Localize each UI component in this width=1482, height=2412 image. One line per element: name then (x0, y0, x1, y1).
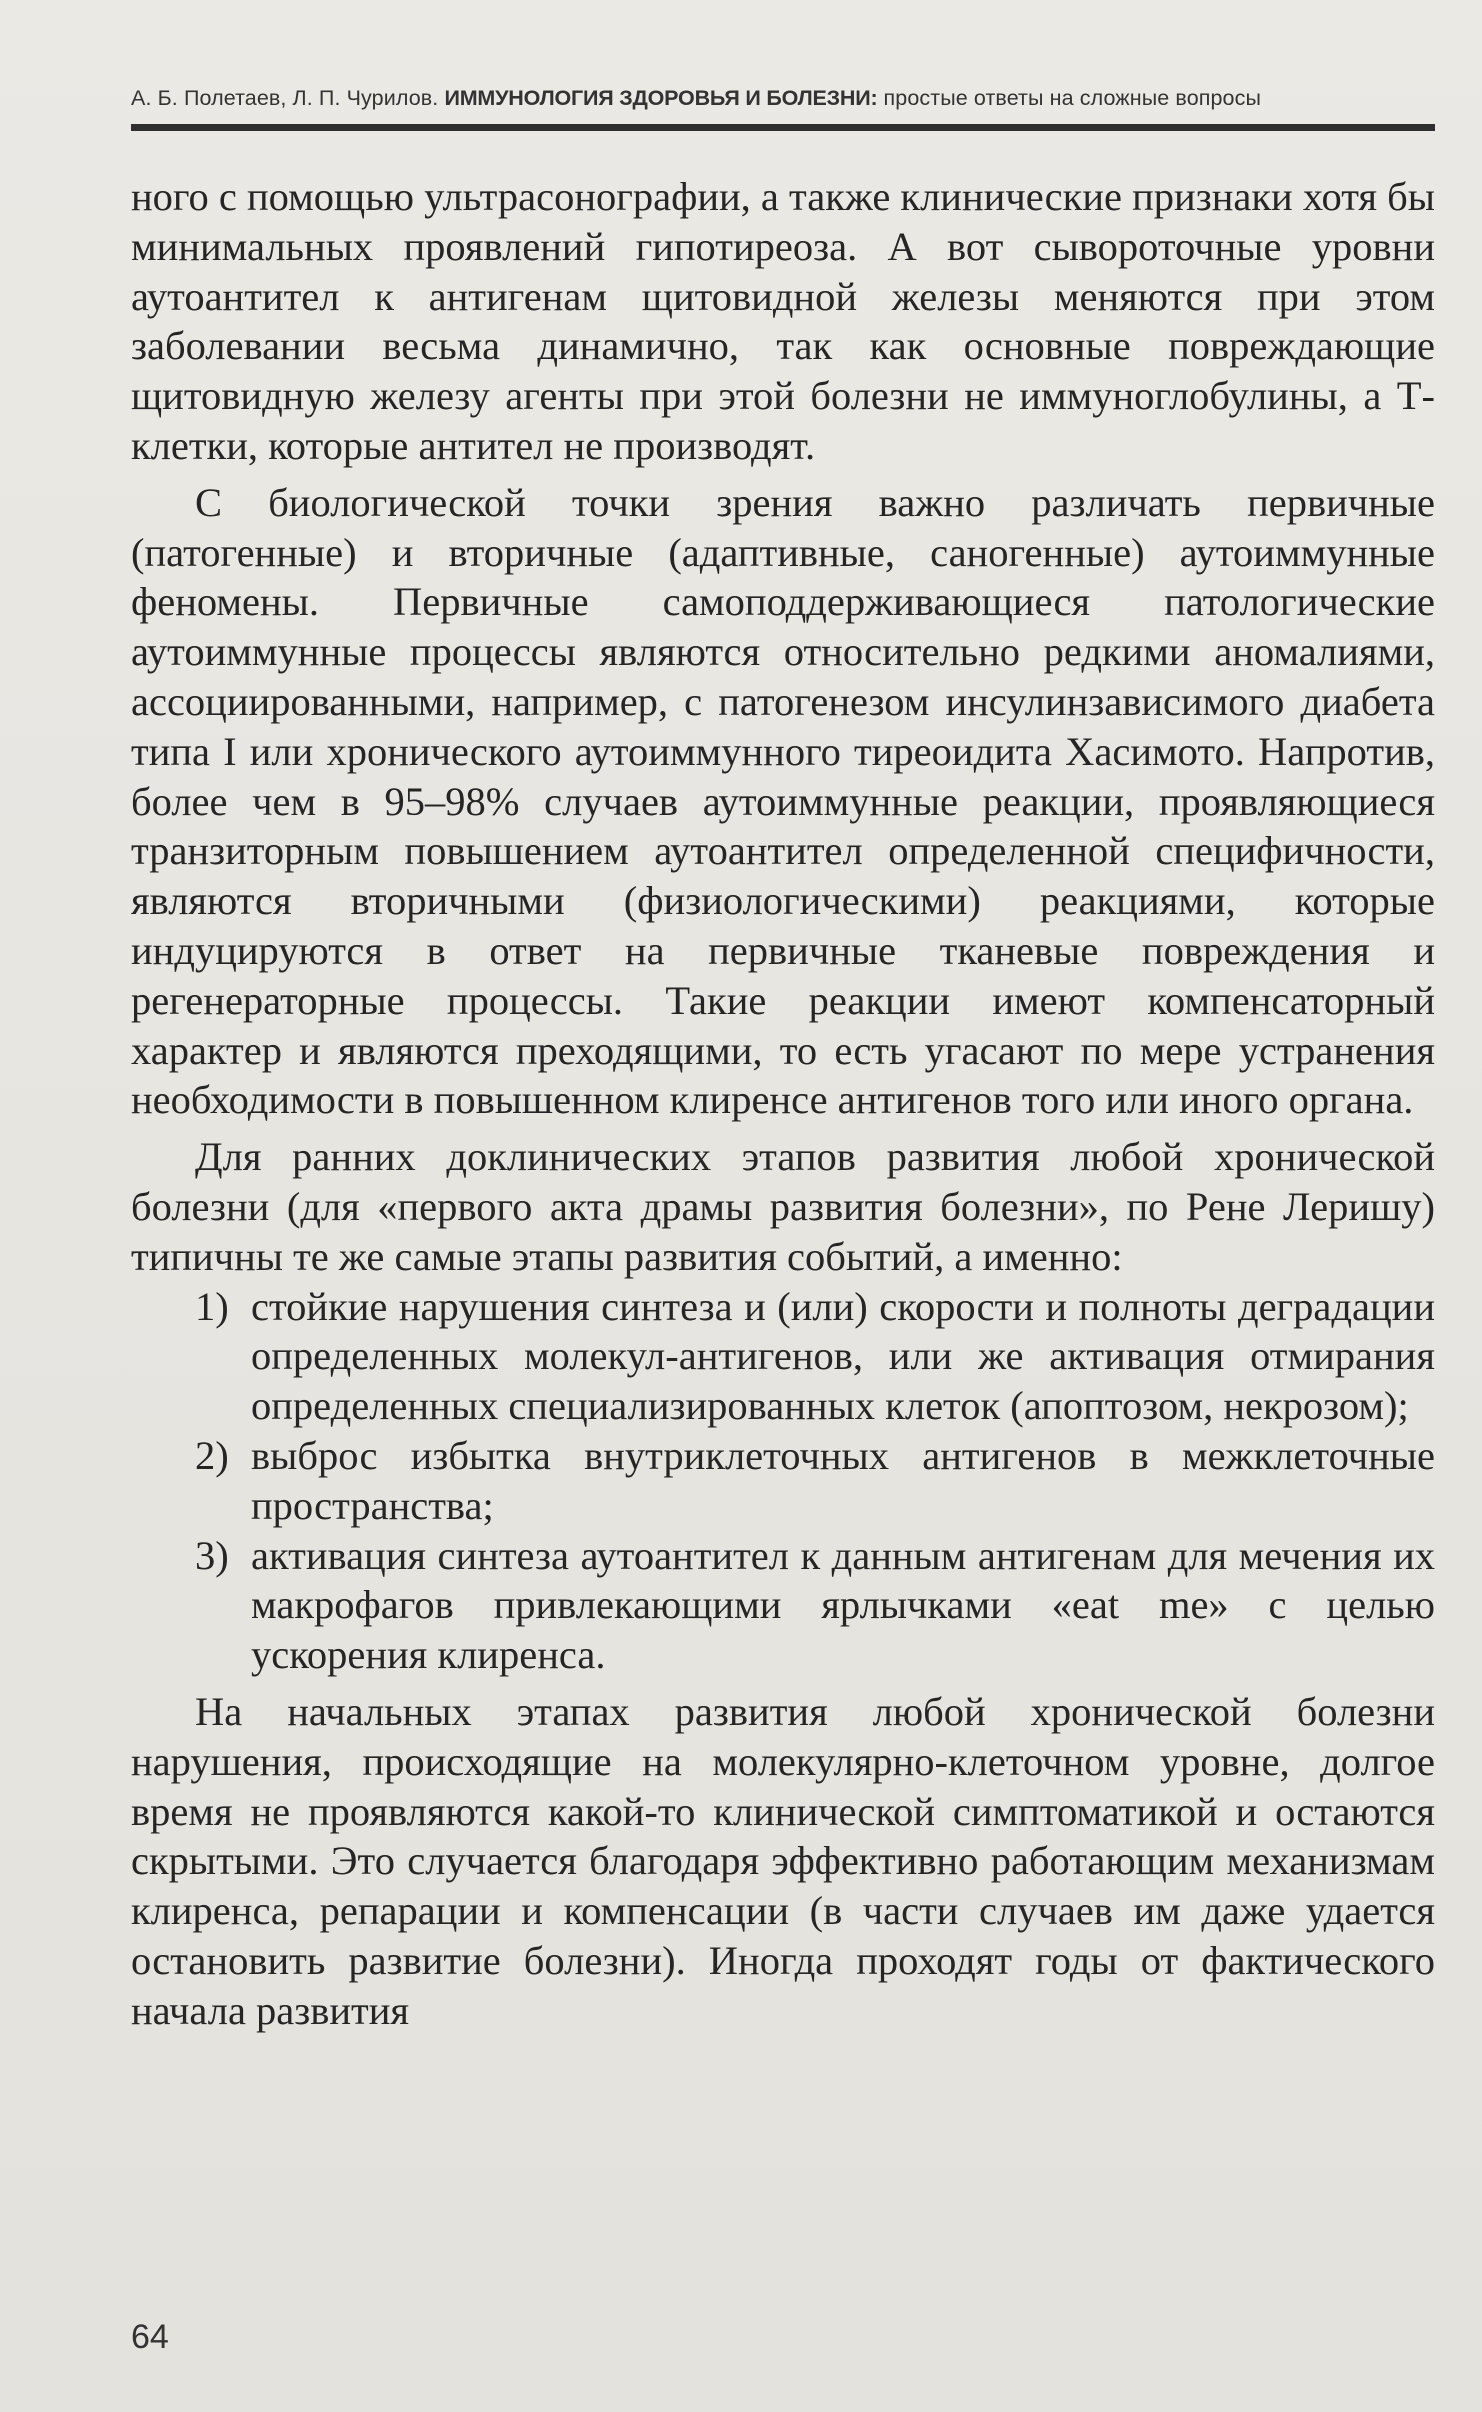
list-item (131, 1282, 1435, 1431)
page-number: 64 (131, 2318, 169, 2356)
list-item-text: активация синтеза аутоантител к данным антигенам для мечения их макрофагов привлекающими ярлычками «eat me» с целью ускорения клиренса. (251, 1532, 1435, 1678)
list-item-number: 2) (195, 1432, 229, 1478)
list-item (131, 1431, 1435, 1531)
list-item-number: 1) (195, 1283, 229, 1329)
paragraph-preclinical-stages: Для ранних доклинических этапов развития любой хронической болезни (для «первого акта драмы развития болезни», по Рене Леришу) типичны те же самые этапы развития событий, а именно: (131, 1134, 1435, 1279)
list-item (131, 1531, 1435, 1680)
list-item-number: 3) (195, 1532, 229, 1578)
header-book-title: ИММУНОЛОГИЯ ЗДОРОВЬЯ И БОЛЕЗНИ: (444, 86, 878, 110)
paragraph-autoimmune-phenomena: С биологической точки зрения важно различать первичные (патогенные) и вторичные (адаптивные, саногенные) аутоиммунные феномены. Первичные самоподдерживающиеся патологические аутоиммунные процессы являются относительно редкими аномалиями, ассоциированными, например, с патогенезом инсулинзависимого диабета типа I или хронического аутоиммунного тиреоидита Хасимото. Напротив, более чем в 95–98% случаев аутоиммунные реакции, проявляющиеся транзиторным повышением аутоантител определенной специфичности, являются вторичными (физиологическими) реакциями, которые индуцируются в ответ на первичные тканевые повреждения и регенераторные процессы. Такие реакции имеют компенсаторный характер и являются преходящими, то есть угасают по мере устранения необходимости в повышенном клиренсе антигенов того или иного органа. (131, 479, 1435, 1123)
list-item-text: стойкие нарушения синтеза и (или) скорости и полноты деградации определенных молекул-антигенов, или же активация отмирания определенных специализированных клеток (апоптозом, некрозом); (251, 1283, 1435, 1429)
header-authors: А. Б. Полетаев, Л. П. Чурилов. (131, 86, 439, 110)
header-subtitle: простые ответы на сложные вопросы (883, 86, 1262, 110)
running-head (131, 86, 1435, 111)
stages-list (131, 1282, 1435, 1680)
paragraph-initial-stages: На начальных этапах развития любой хронической болезни нарушения, происходящие на молекулярно-клеточном уровне, долгое время не проявляются какой-то клинической симптоматикой и остаются скрытыми. Это случается благодаря эффективно работающим механизмам клиренса, репарации и компенсации (в части случаев им даже удается остановить развитие болезни). Иногда проходят годы от фактического начала развития (131, 1688, 1435, 2033)
header-rule (131, 124, 1435, 131)
list-item-text: выброс избытка внутриклеточных антигенов в межклеточные пространства; (251, 1432, 1435, 1528)
body-text (131, 172, 1435, 2035)
paragraph-continued: ного с помощью ультрасонографии, а также клинические признаки хотя бы минимальных проявлений гипотиреоза. А вот сывороточные уровни аутоантител к антигенам щитовидной железы меняются при этом заболевании весьма динамично, так как основные повреждающие щитовидную железу агенты при этой болезни не иммуноглобулины, а Т-клетки, которые антител не производят. (131, 174, 1435, 468)
